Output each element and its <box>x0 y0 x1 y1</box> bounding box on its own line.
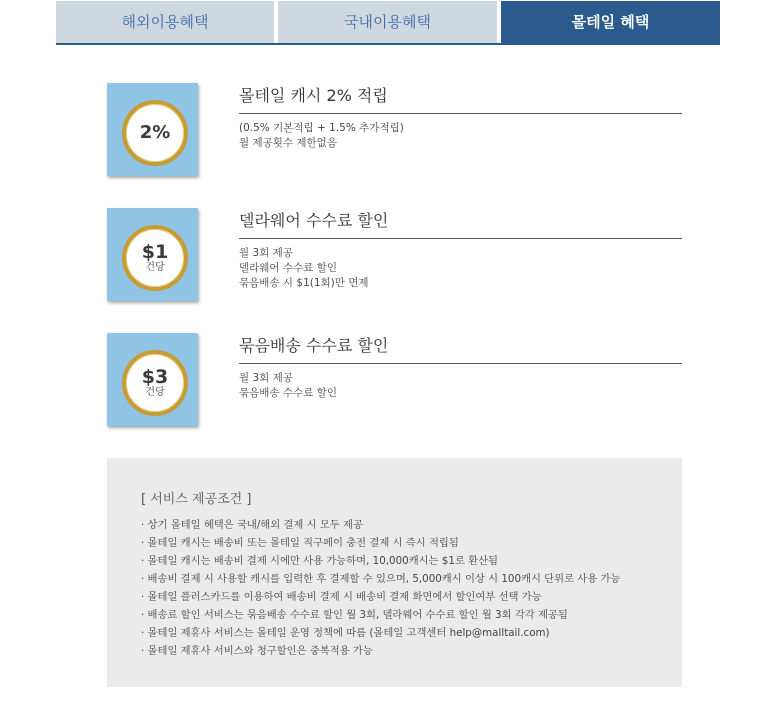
tab-malltail-benefits[interactable]: 몰테일 혜택 <box>501 1 720 43</box>
benefit-badge <box>107 208 198 301</box>
benefit-description <box>239 121 404 151</box>
condition-item: · 몰테일 캐시는 배송비 결제 시에만 사용 가능하며, 10,000캐시는 $1로 환산됨 <box>141 552 620 570</box>
benefit-line: 델라웨어 수수료 할인 <box>239 262 337 274</box>
benefit-title: 묶음배송 수수료 할인 <box>239 333 682 364</box>
tab-overseas-benefits[interactable]: 해외이용혜택 <box>56 1 274 43</box>
benefit-badge <box>107 333 198 426</box>
coin-icon <box>122 225 188 291</box>
benefit-line: 묶음배송 수수료 할인 <box>239 387 337 399</box>
benefit-description <box>239 371 337 401</box>
benefit-title: 델라웨어 수수료 할인 <box>239 208 682 239</box>
benefit-cash-reward <box>107 83 682 178</box>
badge-value: $3 <box>141 366 169 388</box>
tab-domestic-benefits[interactable]: 국내이용혜택 <box>278 1 497 43</box>
condition-item: · 상기 몰테일 혜택은 국내/해외 결제 시 모두 제공 <box>141 516 620 534</box>
condition-item: · 몰테일 제휴사 서비스와 청구할인은 중복적용 가능 <box>141 642 620 660</box>
benefit-line: 묶음배송 시 $1(1회)만 면제 <box>239 277 369 289</box>
conditions-title: [ 서비스 제공조건 ] <box>141 492 252 507</box>
badge-value: $1 <box>141 241 169 263</box>
coin-icon <box>122 100 188 166</box>
benefit-line: 월 제공횟수 제한없음 <box>239 137 337 149</box>
badge-value: 2% <box>139 122 171 143</box>
benefit-line: 월 3회 제공 <box>239 372 293 384</box>
service-conditions-box <box>107 458 682 687</box>
badge-unit: 건당 <box>145 387 165 398</box>
condition-item: · 몰테일 플러스카드를 이용하여 배송비 결제 시 배송비 결제 화면에서 할인여부 선택 가능 <box>141 588 620 606</box>
benefit-tabs <box>56 1 720 45</box>
benefit-title: 몰테일 캐시 2% 적립 <box>239 83 682 114</box>
badge-unit: 건당 <box>145 262 165 273</box>
condition-item: · 몰테일 캐시는 배송비 또는 몰테일 직구페이 충전 결제 시 즉시 적립됨 <box>141 534 620 552</box>
benefit-badge <box>107 83 198 176</box>
benefit-delaware-fee <box>107 208 682 303</box>
conditions-list <box>141 516 620 660</box>
coin-icon <box>122 350 188 416</box>
benefit-bundle-fee <box>107 333 682 428</box>
condition-item: · 배송비 결제 시 사용할 캐시를 입력한 후 결제할 수 있으며, 5,000캐시 이상 시 100캐시 단위로 사용 가능 <box>141 570 620 588</box>
condition-item: · 배송료 할인 서비스는 묶음배송 수수료 할인 월 3회, 델라웨어 수수료 할인 월 3회 각각 제공됨 <box>141 606 620 624</box>
condition-item: · 몰테일 제휴사 서비스는 몰테일 운영 정책에 따름 (몰테일 고객센터 help@malltail.com) <box>141 624 620 642</box>
benefit-description <box>239 246 369 291</box>
benefit-line: 월 3회 제공 <box>239 247 293 259</box>
benefit-line: (0.5% 기본적립 + 1.5% 추가적립) <box>239 122 404 134</box>
